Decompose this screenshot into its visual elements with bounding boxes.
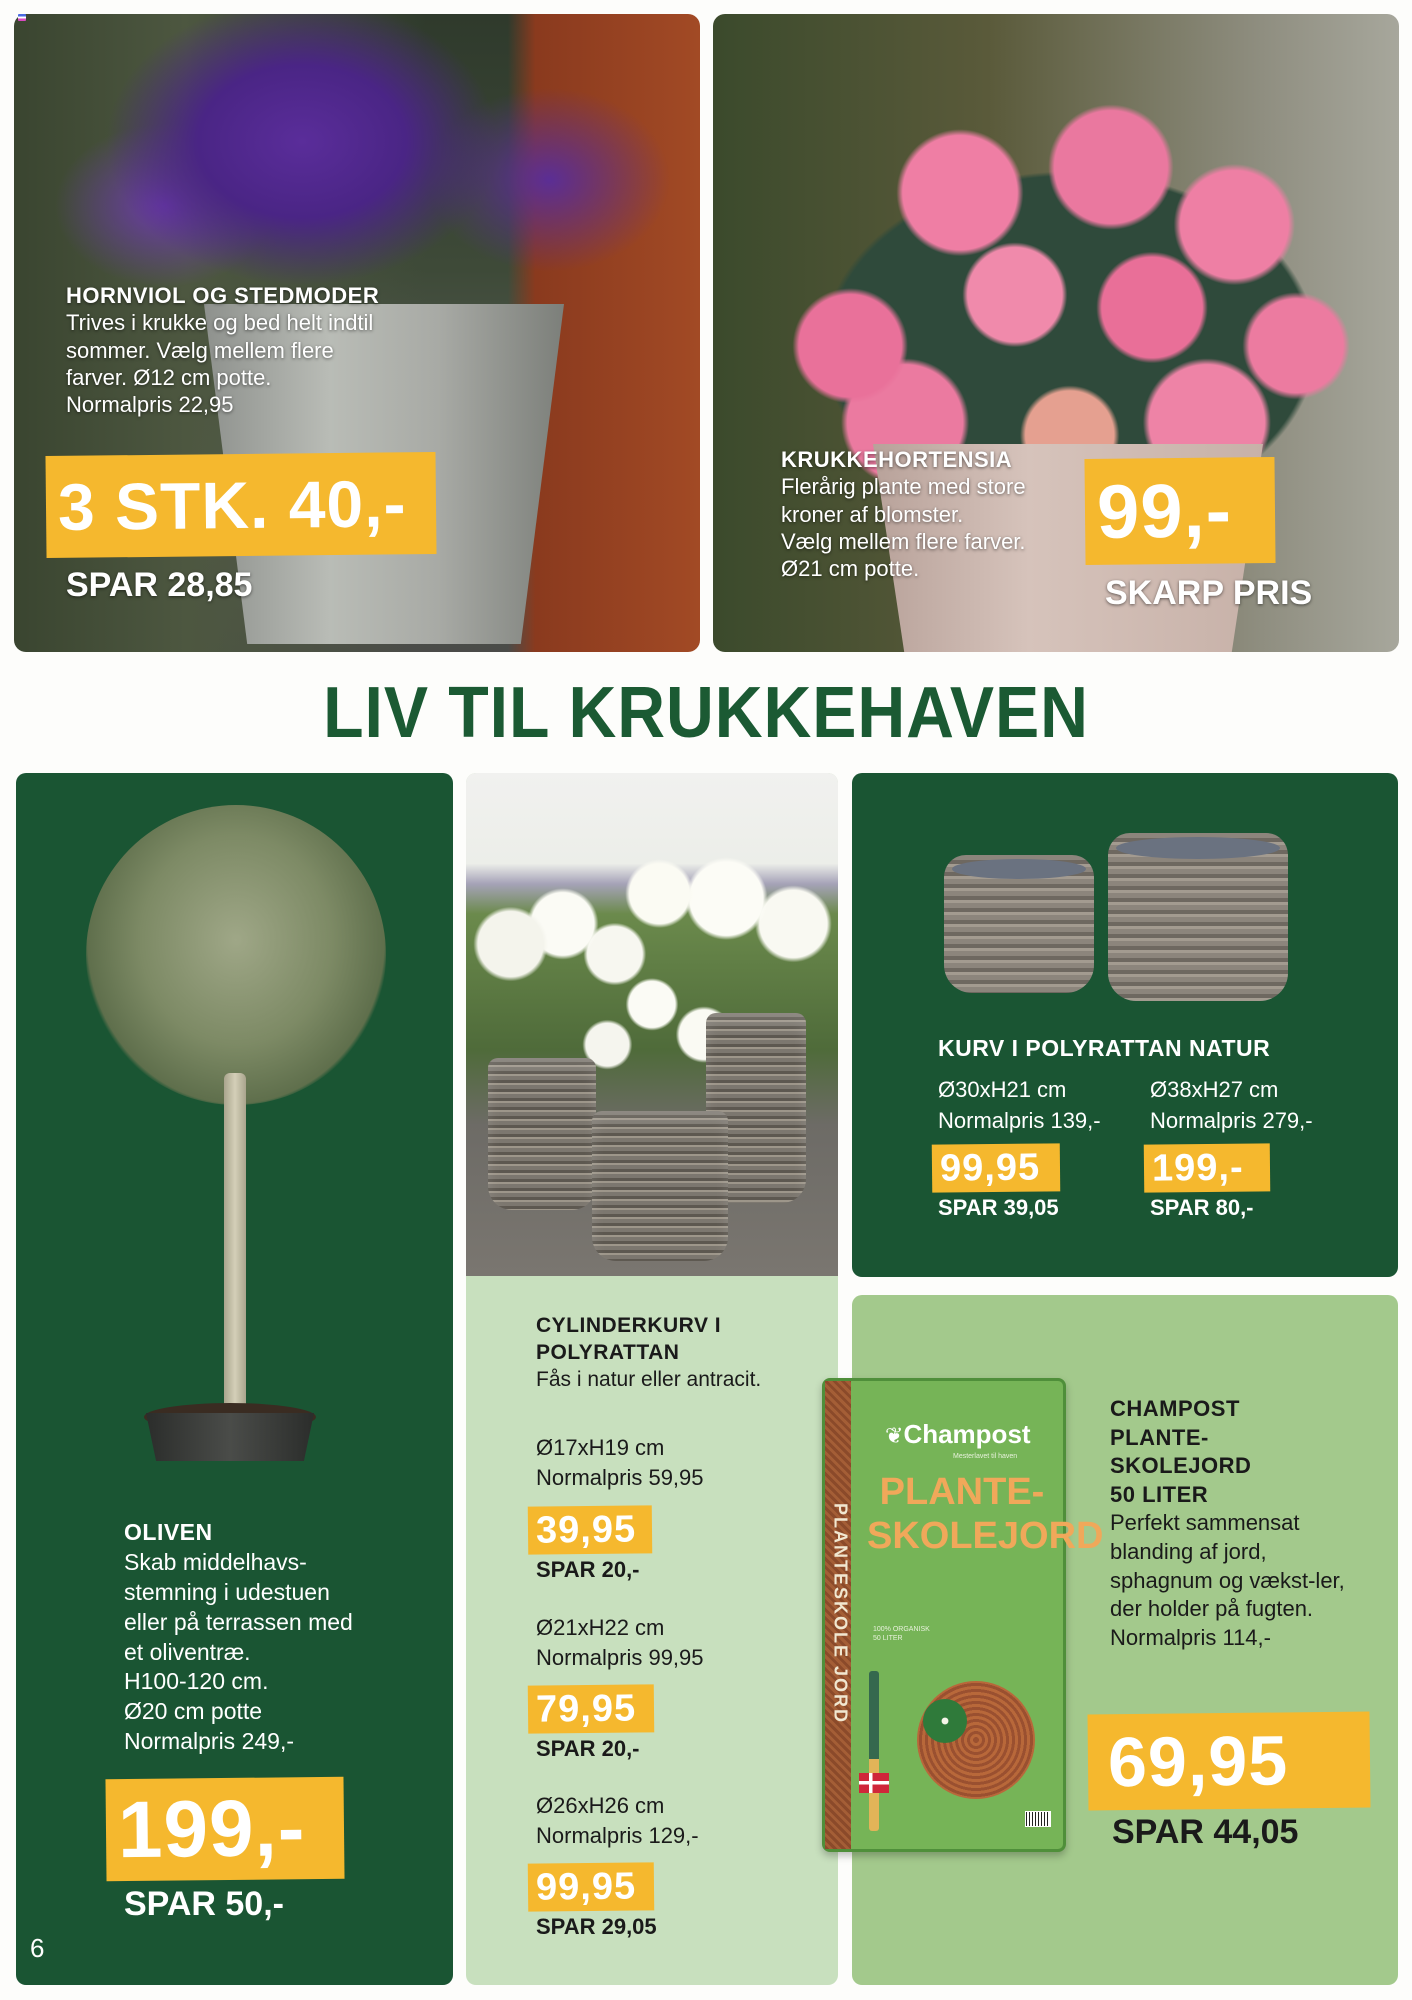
hornviol-text <box>66 282 379 418</box>
product-name-line: CHAMPOST <box>1110 1396 1240 1421</box>
danish-flag-icon <box>859 1773 889 1793</box>
product-card-krukkehortensia[interactable] <box>713 14 1399 652</box>
description-line: sommer. Vælg mellem flere <box>66 337 334 363</box>
variant-size-normal <box>536 1433 704 1492</box>
variant-size-normal <box>1150 1075 1313 1137</box>
normal-price: Normalpris 114,- <box>1110 1624 1271 1650</box>
price-value: 3 STK. 40,- <box>57 466 407 544</box>
description-line: kroner af blomster. <box>781 501 964 527</box>
description-line: Ø21 cm potte. <box>781 556 920 582</box>
variant-size: Ø21xH22 cm <box>536 1615 665 1640</box>
savings-label: SPAR 39,05 <box>938 1195 1059 1220</box>
skarp-pris-label: SKARP PRIS <box>1105 574 1313 612</box>
variant-size-normal <box>536 1791 699 1850</box>
price-value: 99,95 <box>939 1146 1041 1190</box>
normal-price: Normalpris 249,- <box>124 1728 294 1755</box>
variant-size: Ø17xH19 cm <box>536 1435 665 1460</box>
bag-title-line: PLANTE- <box>879 1471 1045 1513</box>
flag-icon <box>18 14 26 21</box>
baskets-with-hydrangeas-image <box>466 773 838 1276</box>
product-name-line: SKOLEJORD <box>1110 1453 1252 1479</box>
description-line: stemning i udestuen <box>124 1578 330 1605</box>
price-tag <box>1088 1712 1371 1811</box>
bag-volume: 50 LITER <box>873 1635 903 1643</box>
price-tag <box>932 1143 1060 1192</box>
normal-price: Normalpris 99,95 <box>536 1644 704 1670</box>
price-value: 69,95 <box>1107 1721 1289 1802</box>
description-line: eller på terrassen med <box>124 1608 353 1635</box>
olive-tree-crown-image <box>86 805 386 1105</box>
basket-liner <box>1116 837 1280 859</box>
price-value: 99,95 <box>535 1865 637 1909</box>
product-card-cylinderkurv[interactable] <box>466 773 838 1985</box>
description-line: blanding af jord, <box>1110 1538 1267 1564</box>
product-card-oliven[interactable] <box>16 773 453 1985</box>
price-value: 99,- <box>1096 467 1233 555</box>
price-value: 199,- <box>1151 1146 1244 1190</box>
hortensia-text <box>781 446 1026 582</box>
price-tag <box>1144 1143 1270 1192</box>
variant-size: Ø38xH27 cm <box>1150 1077 1279 1102</box>
description-line: Trives i krukke og bed helt indtil <box>66 310 374 336</box>
bag-title-line: SKOLEJORD <box>867 1514 1104 1557</box>
product-name: KRUKKEHORTENSIA <box>781 447 1013 472</box>
champost-text <box>1110 1395 1345 1652</box>
champost-bag-image <box>822 1378 1104 1852</box>
description-line: der holder på fugten. <box>1110 1596 1314 1622</box>
description-line: farver. Ø12 cm potte. <box>66 364 272 390</box>
page-title: LIV TIL KRUKKEHAVEN <box>323 673 1089 753</box>
basket-front-image <box>592 1111 728 1261</box>
product-name-line: 50 LITER <box>1110 1481 1209 1507</box>
variant-size: Ø26xH26 cm <box>536 1793 665 1818</box>
description-line: Flerårig plante med store <box>781 474 1026 500</box>
brand-name: Champost <box>903 1419 1031 1449</box>
olive-tree-trunk-image <box>224 1073 246 1418</box>
oliven-text <box>124 1518 353 1757</box>
savings-label: SPAR 80,- <box>1150 1195 1254 1220</box>
champost-logo <box>885 1419 1031 1450</box>
price-tag <box>1084 457 1275 565</box>
normal-price: Normalpris 279,- <box>1150 1107 1313 1133</box>
savings-label: SPAR 28,85 <box>66 566 253 604</box>
price-tag <box>528 1684 654 1733</box>
description-line: Ø20 cm potte <box>124 1698 263 1725</box>
variant-size-normal <box>536 1613 704 1672</box>
barcode-icon <box>1025 1811 1051 1827</box>
normal-price: Normalpris 22,95 <box>66 392 234 418</box>
price-value: 79,95 <box>535 1687 637 1731</box>
page-number: 6 <box>30 1933 45 1963</box>
product-name: HORNVIOL OG STEDMODER <box>66 283 380 308</box>
price-value: 199,- <box>117 1783 306 1875</box>
savings-label: SPAR 20,- <box>536 1736 640 1761</box>
product-card-kurv-natur[interactable] <box>852 773 1398 1277</box>
variant-size: Ø30xH21 cm <box>938 1077 1067 1102</box>
product-name-line: POLYRATTAN <box>536 1340 680 1364</box>
savings-label: SPAR 20,- <box>536 1557 640 1582</box>
product-name: OLIVEN <box>124 1519 213 1545</box>
savings-label: SPAR 50,- <box>124 1885 284 1923</box>
variant-size-normal <box>938 1075 1101 1137</box>
description-line: sphagnum og vækst-ler, <box>1110 1567 1345 1593</box>
basket-small-image <box>944 855 1094 993</box>
description-line: Vælg mellem flere farver. <box>781 528 1026 554</box>
normal-price: Normalpris 139,- <box>938 1107 1101 1133</box>
description-line: et oliventræ. <box>124 1638 251 1665</box>
normal-price: Normalpris 59,95 <box>536 1464 704 1490</box>
savings-label: SPAR 29,05 <box>536 1914 657 1939</box>
basket-liner <box>952 859 1086 879</box>
leaf-icon: ❦ <box>885 1423 904 1448</box>
price-tag <box>45 452 436 558</box>
basket-left-image <box>488 1058 596 1210</box>
description-line: Perfekt sammensat <box>1110 1510 1300 1536</box>
bag-product-title <box>867 1471 1104 1558</box>
spade-icon <box>869 1671 879 1831</box>
price-value: 39,95 <box>535 1508 637 1552</box>
shrub-circle-image <box>923 1699 967 1743</box>
product-subtitle: Fås i natur eller antracit. <box>536 1367 762 1391</box>
product-name: KURV I POLYRATTAN NATUR <box>938 1035 1271 1061</box>
basket-large-image <box>1108 833 1288 1001</box>
price-tag <box>528 1505 652 1554</box>
description-line: Skab middelhavs- <box>124 1548 307 1575</box>
price-tag <box>105 1777 344 1881</box>
savings-label: SPAR 44,05 <box>1112 1813 1299 1851</box>
bag-tagline: Mesterlavet til haven <box>953 1453 1018 1460</box>
cylinderkurv-text <box>536 1313 761 1394</box>
bag-side-text: PLANTESKOLE JORD <box>830 1502 851 1725</box>
product-name-line: PLANTE- <box>1110 1424 1209 1450</box>
olive-pot-image <box>146 1413 314 1461</box>
price-tag <box>528 1862 654 1911</box>
normal-price: Normalpris 129,- <box>536 1822 699 1848</box>
product-name-line: CYLINDERKURV I <box>536 1314 722 1337</box>
description-line: H100-120 cm. <box>124 1668 269 1695</box>
product-card-hornviol[interactable] <box>14 14 700 652</box>
bag-organic-label <box>873 1625 930 1643</box>
bag-organic: 100% ORGANISK <box>873 1626 930 1633</box>
